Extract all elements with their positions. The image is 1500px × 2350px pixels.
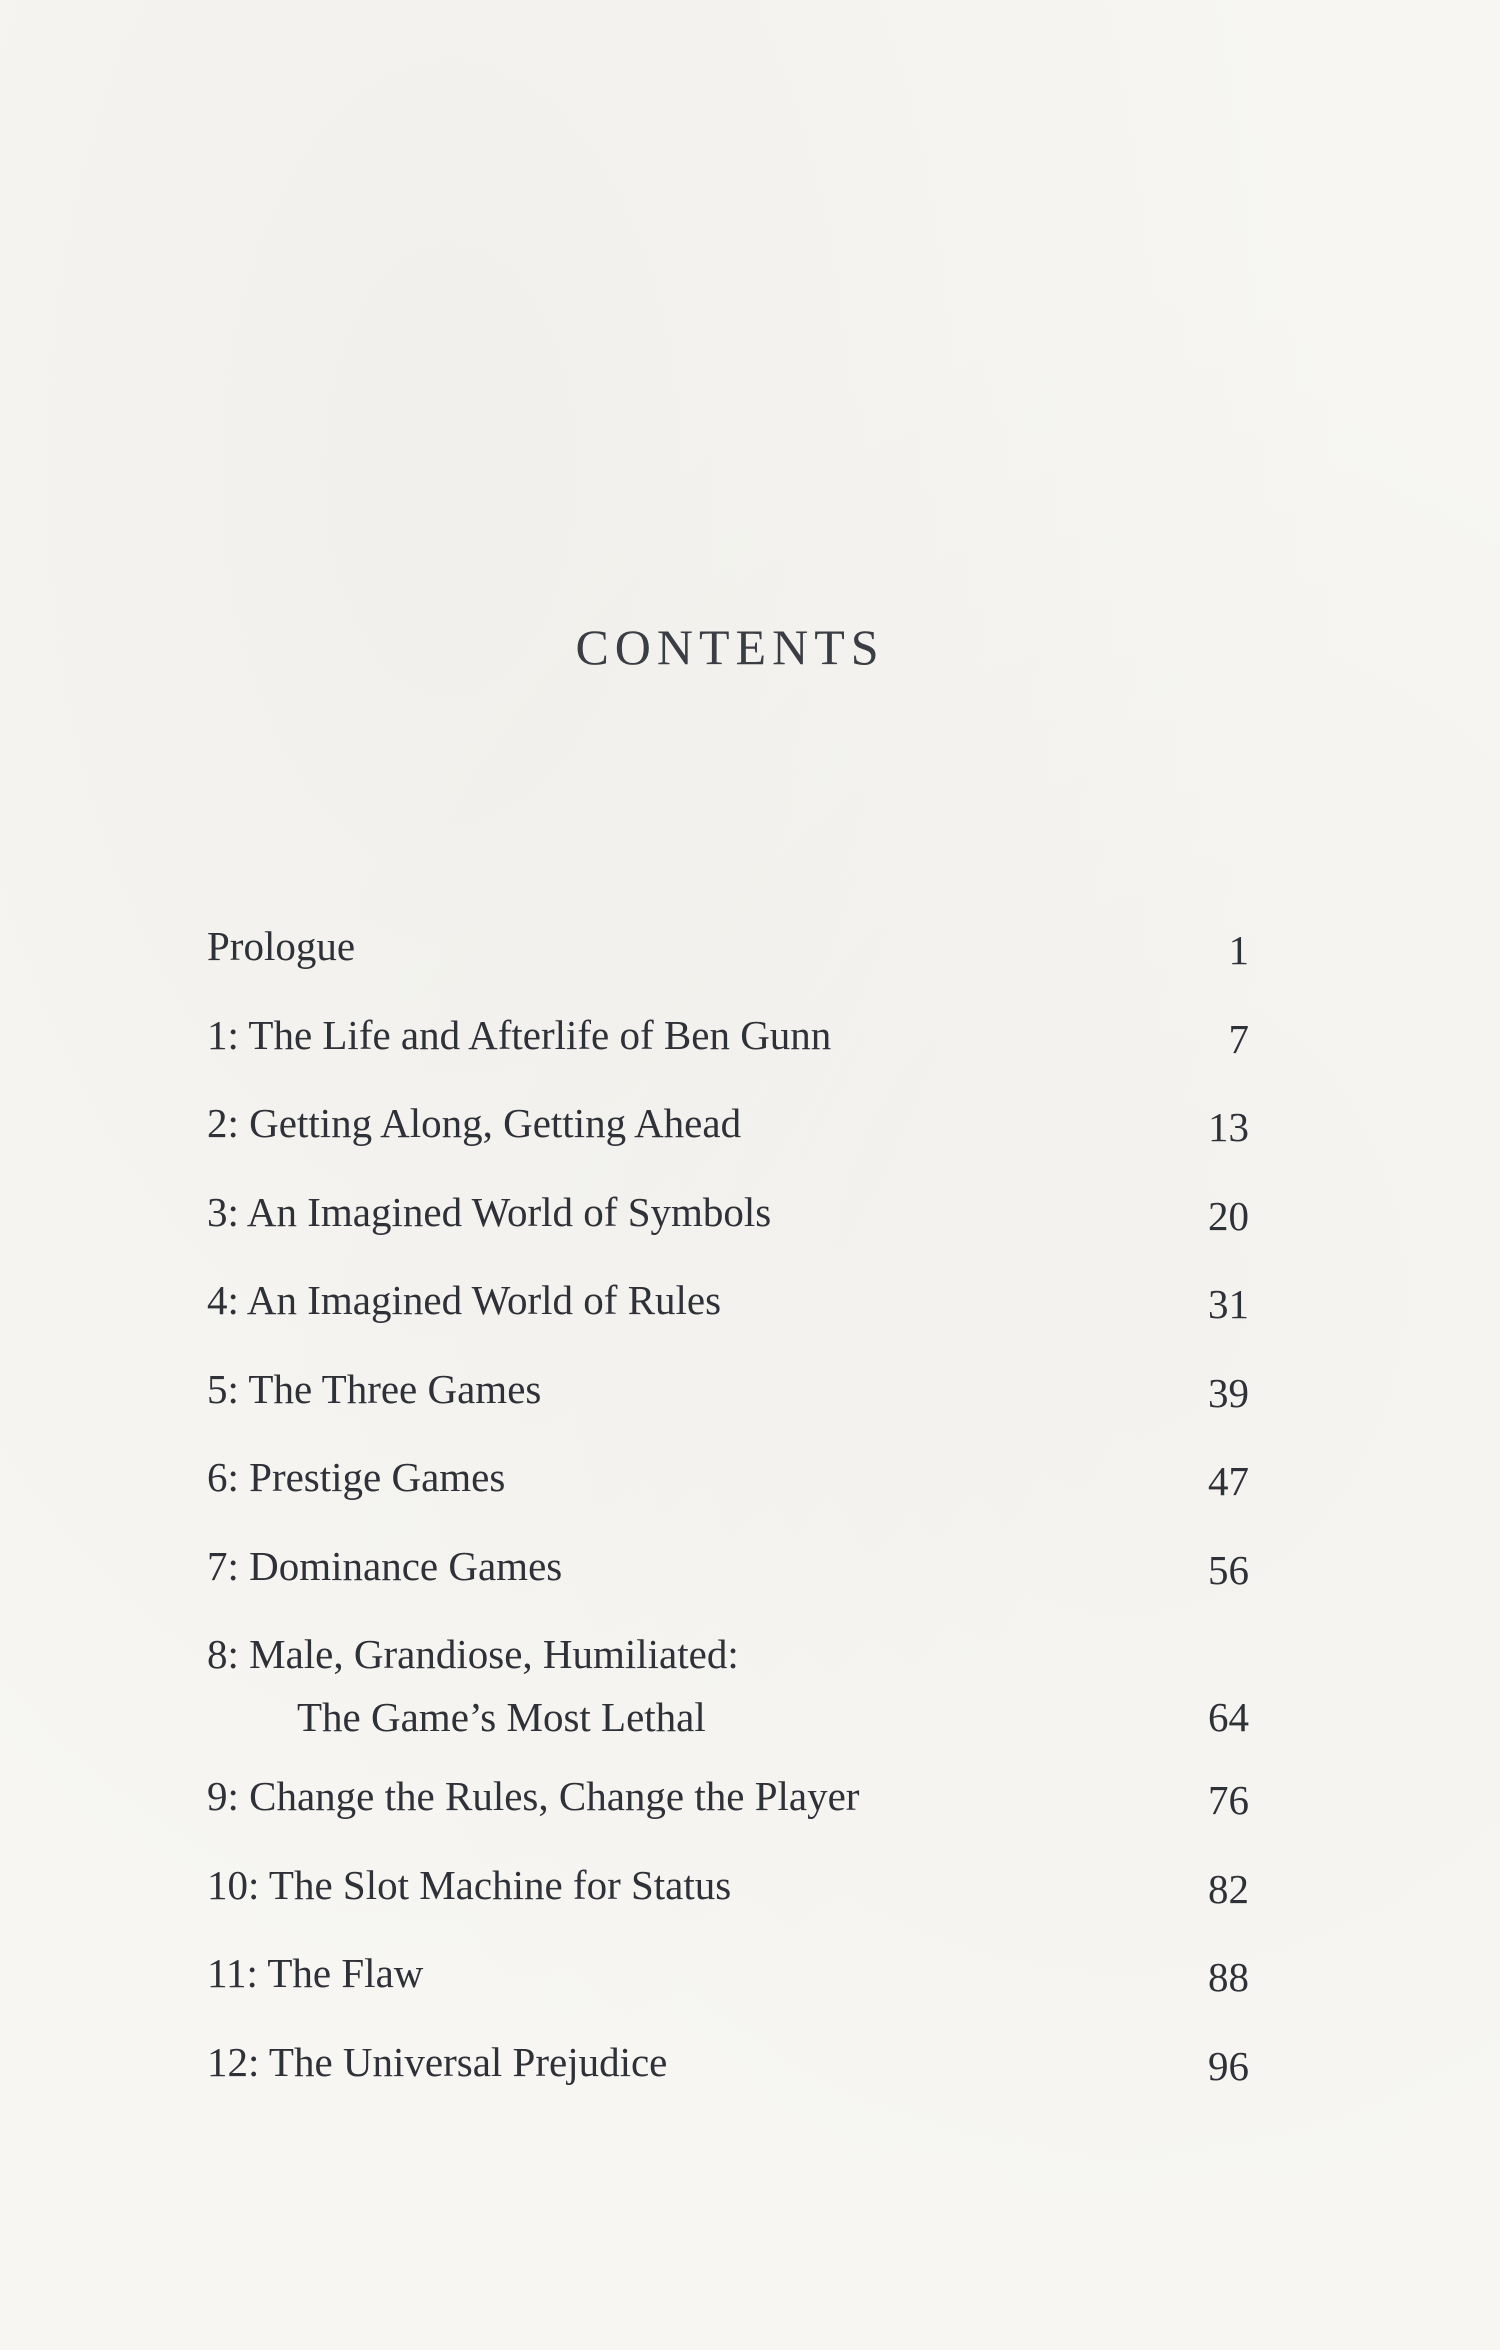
toc-page-number: 13	[1208, 1104, 1249, 1150]
toc-entry-chapter-4	[207, 1269, 1249, 1358]
toc-entry-chapter-6	[207, 1446, 1249, 1535]
toc-page-number: 88	[1208, 1954, 1249, 2000]
contents-heading: CONTENTS	[575, 619, 885, 675]
toc-entry-title-line-2: The Game’s Most Lethal	[297, 1694, 706, 1740]
toc-entry-title: 12: The Universal Prejudice	[207, 2038, 668, 2085]
toc-entry-title: 2: Getting Along, Getting Ahead	[207, 1100, 742, 1146]
toc-entry-chapter-3	[207, 1181, 1249, 1270]
toc-entry-title: 6: Prestige Games	[207, 1454, 506, 1500]
toc-entry-prologue	[207, 915, 1249, 1004]
toc-page-number: 64	[1208, 1694, 1249, 1740]
toc-entry-chapter-12	[207, 2031, 1249, 2120]
toc-entry-chapter-1	[207, 1004, 1249, 1093]
toc-page-number: 7	[1228, 1015, 1249, 1062]
toc-entry-title: 5: The Three Games	[207, 1365, 542, 1412]
toc-page-number: 47	[1208, 1458, 1249, 1504]
toc-entry-chapter-2	[207, 1092, 1249, 1181]
toc-entry-title: 10: The Slot Machine for Status	[207, 1861, 732, 1908]
toc-entry-chapter-8	[207, 1623, 1249, 1765]
toc-page-number: 82	[1208, 1865, 1249, 1912]
toc-entry-title: 9: Change the Rules, Change the Player	[207, 1773, 860, 1819]
toc-entry-title-line-1: 8: Male, Grandiose, Humiliated:	[207, 1631, 739, 1677]
toc-page-number: 96	[1208, 2042, 1249, 2089]
toc-entry-title: 3: An Imagined World of Symbols	[207, 1188, 772, 1235]
table-of-contents	[207, 915, 1249, 2119]
toc-entry-chapter-10	[207, 1854, 1249, 1943]
toc-page-number: 76	[1208, 1777, 1249, 1823]
toc-entry-chapter-11	[207, 1942, 1249, 2031]
toc-page-number: 31	[1208, 1281, 1249, 1327]
toc-entry-title: 11: The Flaw	[207, 1950, 424, 1996]
toc-entry-title: 4: An Imagined World of Rules	[207, 1277, 722, 1323]
toc-entry-title: Prologue	[207, 923, 356, 969]
toc-entry-title: 1: The Life and Afterlife of Ben Gunn	[207, 1011, 832, 1058]
toc-entry-chapter-9	[207, 1765, 1249, 1854]
toc-page-number: 1	[1228, 927, 1249, 973]
toc-page-number: 20	[1208, 1192, 1249, 1239]
toc-page-number: 56	[1208, 1546, 1249, 1593]
toc-entry-chapter-5	[207, 1358, 1249, 1447]
toc-page-number: 39	[1208, 1369, 1249, 1416]
toc-entry-chapter-7	[207, 1535, 1249, 1624]
toc-entry-title	[207, 1623, 739, 1749]
toc-entry-title: 7: Dominance Games	[207, 1542, 563, 1589]
